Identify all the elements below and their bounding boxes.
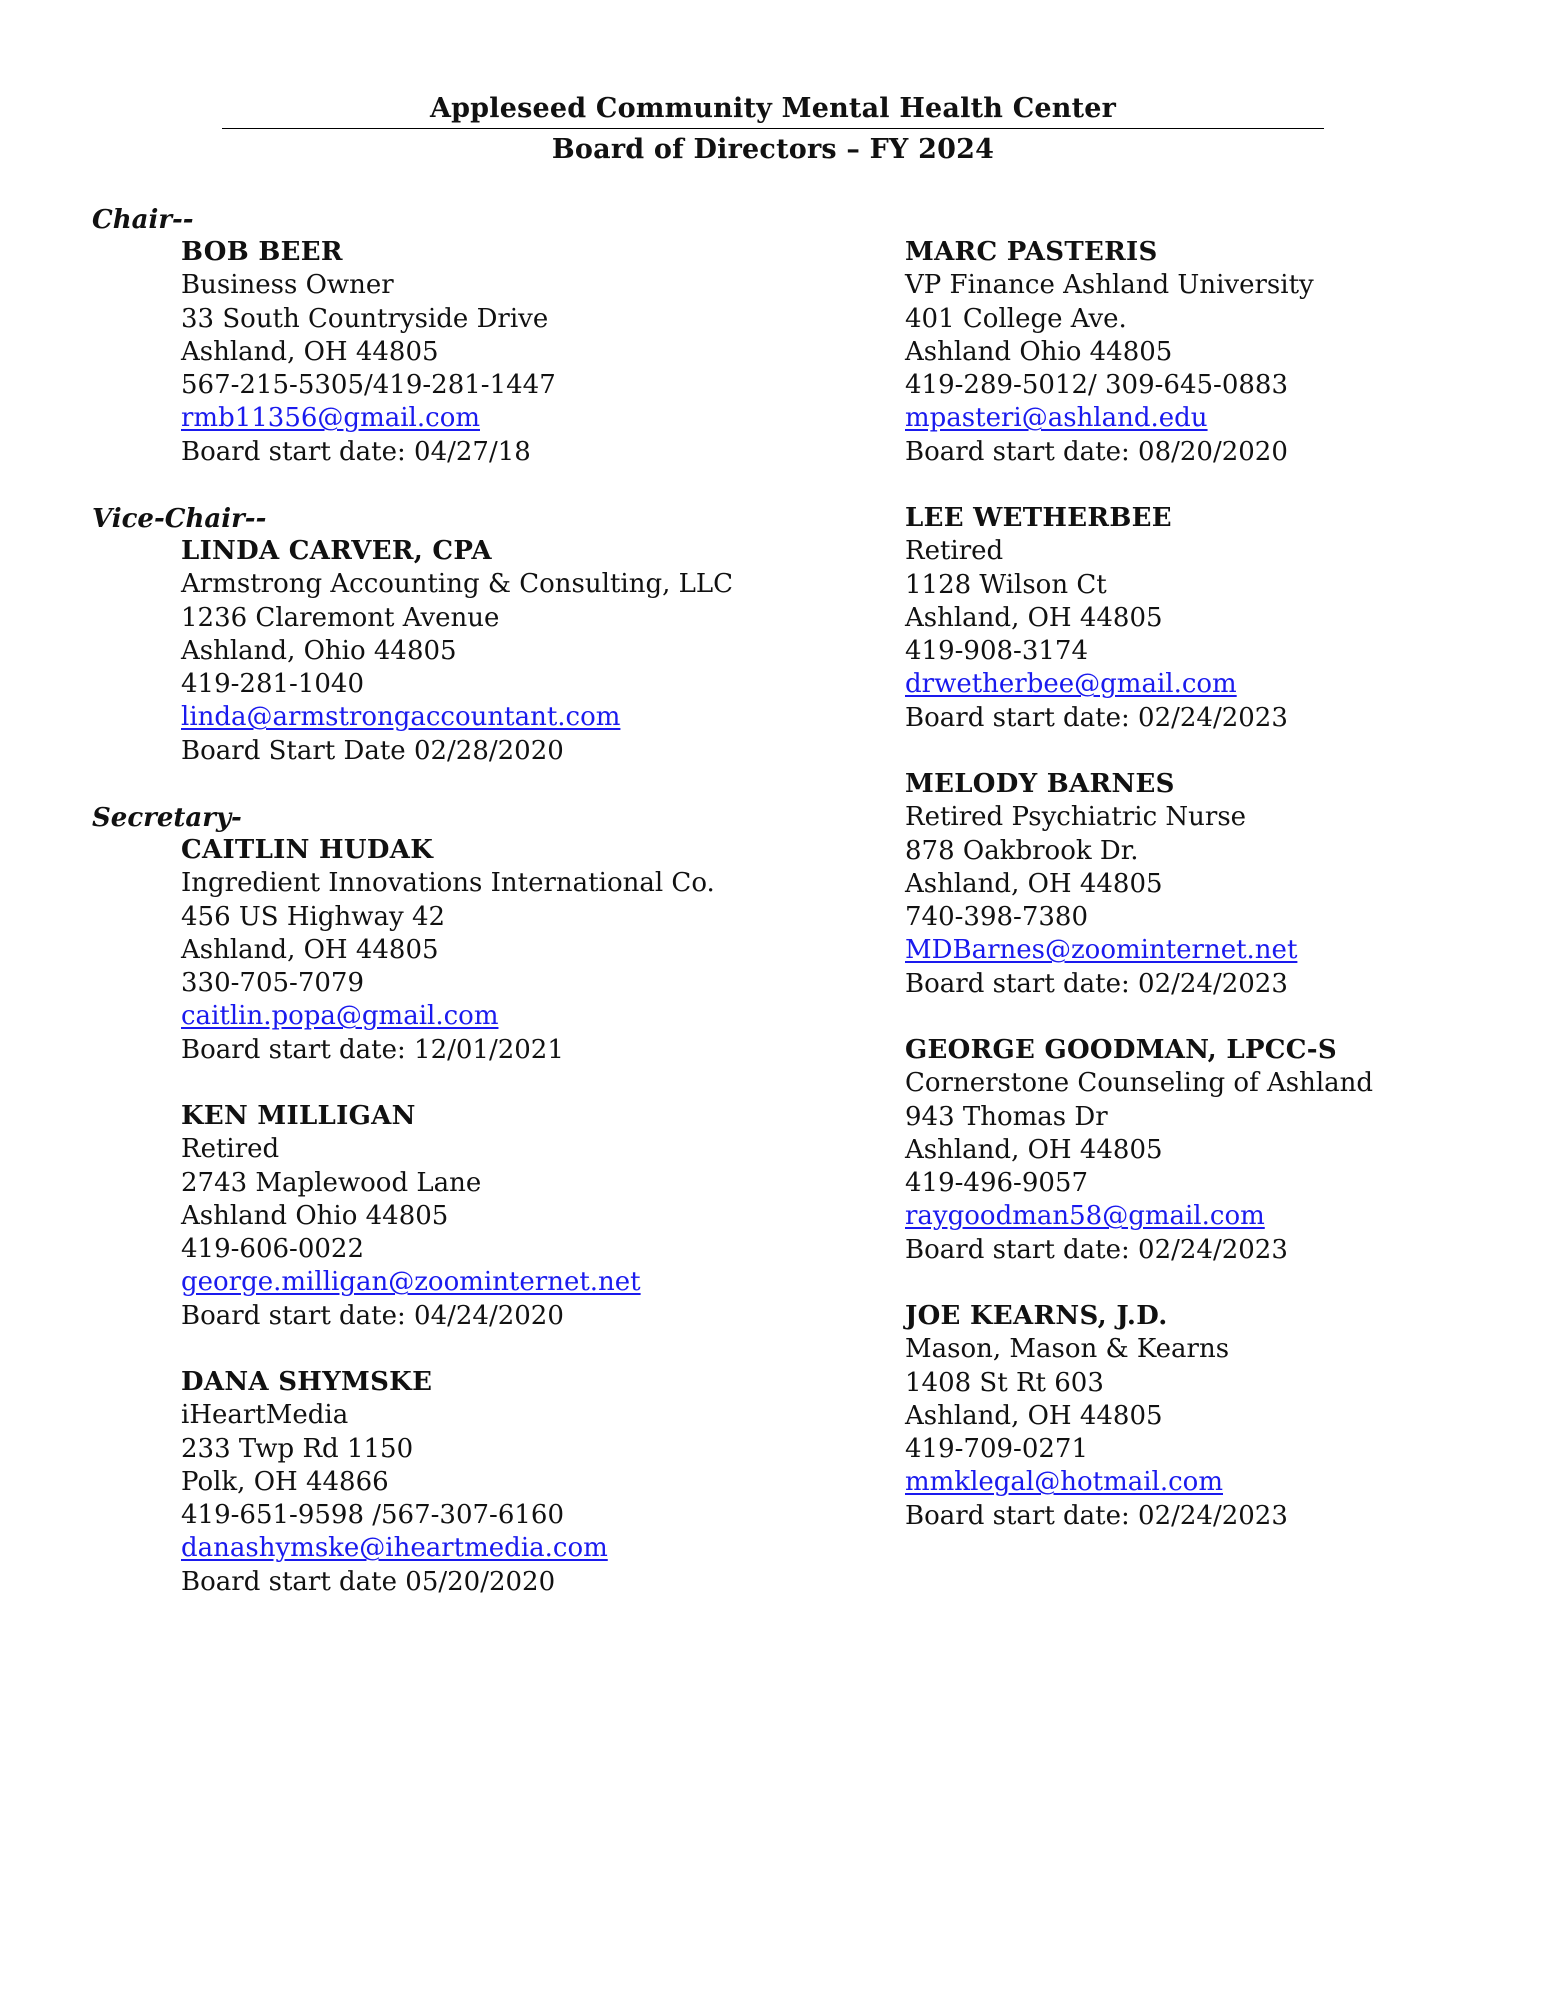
member-city: Ashland, OH 44805 — [905, 602, 1163, 633]
member-phone: 419-289-5012/ 309-645-0883 — [905, 370, 1289, 401]
role-label-secretary: Secretary- — [92, 803, 242, 833]
board-member — [181, 236, 556, 469]
member-email-link[interactable]: linda@armstrongaccountant.com — [181, 702, 621, 733]
board-member — [181, 1100, 641, 1333]
board-member — [905, 768, 1297, 1001]
member-start-date: Board start date 05/20/2020 — [181, 1566, 556, 1597]
member-street: 943 Thomas Dr — [905, 1101, 1108, 1132]
member-name: MARC PASTERIS — [905, 237, 1158, 267]
member-email-link[interactable]: mpasteri@ashland.edu — [905, 403, 1208, 434]
member-affiliation: Retired Psychiatric Nurse — [905, 802, 1247, 833]
member-affiliation: Retired — [905, 536, 1004, 567]
member-name: LINDA CARVER, CPA — [181, 536, 492, 566]
member-name: LEE WETHERBEE — [905, 503, 1172, 533]
member-email-link[interactable]: drwetherbee@gmail.com — [905, 669, 1237, 700]
member-city: Ashland, OH 44805 — [181, 336, 439, 367]
member-start-date: Board start date: 04/27/18 — [181, 436, 531, 467]
member-phone: 419-606-0022 — [181, 1234, 364, 1265]
member-city: Ashland, OH 44805 — [905, 1400, 1163, 1431]
member-street: 33 South Countryside Drive — [181, 303, 549, 334]
member-email-link[interactable]: george.milligan@zoominternet.net — [181, 1267, 641, 1298]
board-member — [905, 1034, 1373, 1267]
member-start-date: Board start date: 02/24/2023 — [905, 1500, 1288, 1531]
member-email-link[interactable]: mmklegal@hotmail.com — [905, 1467, 1223, 1498]
member-affiliation: Ingredient Innovations International Co. — [181, 868, 715, 899]
role-label-chair: Chair-- — [92, 205, 194, 235]
member-street: 878 Oakbrook Dr. — [905, 835, 1139, 866]
member-affiliation: Cornerstone Counseling of Ashland — [905, 1068, 1374, 1099]
member-affiliation: iHeartMedia — [181, 1400, 349, 1431]
member-phone: 567-215-5305/419-281-1447 — [181, 370, 556, 401]
board-member — [905, 236, 1314, 469]
member-city: Ashland Ohio 44805 — [181, 1200, 449, 1231]
member-start-date: Board Start Date 02/28/2020 — [181, 735, 564, 766]
member-email-link[interactable]: rmb11356@gmail.com — [181, 403, 480, 434]
member-phone: 419-709-0271 — [905, 1434, 1088, 1465]
member-start-date: Board start date: 02/24/2023 — [905, 702, 1288, 733]
member-street: 401 College Ave. — [905, 303, 1127, 334]
member-phone: 419-281-1040 — [181, 669, 364, 700]
member-name: BOB BEER — [181, 237, 343, 267]
member-phone: 419-496-9057 — [905, 1168, 1088, 1199]
member-start-date: Board start date: 02/24/2023 — [905, 968, 1288, 999]
member-start-date: Board start date: 04/24/2020 — [181, 1300, 564, 1331]
member-phone: 330-705-7079 — [181, 968, 364, 999]
member-city: Ashland, OH 44805 — [181, 934, 439, 965]
member-email-link[interactable]: danashymske@iheartmedia.com — [181, 1533, 608, 1564]
member-name: KEN MILLIGAN — [181, 1101, 416, 1131]
member-affiliation: Business Owner — [181, 270, 394, 301]
member-affiliation: Armstrong Accounting & Consulting, LLC — [181, 569, 734, 600]
member-street: 1408 St Rt 603 — [905, 1367, 1104, 1398]
member-phone: 740-398-7380 — [905, 902, 1088, 933]
member-city: Ashland, OH 44805 — [905, 868, 1163, 899]
member-start-date: Board start date: 08/20/2020 — [905, 436, 1288, 467]
member-street: 2743 Maplewood Lane — [181, 1167, 482, 1198]
board-member — [905, 1300, 1288, 1533]
member-affiliation: VP Finance Ashland University — [905, 270, 1314, 301]
board-member — [181, 1366, 608, 1599]
member-name: GEORGE GOODMAN, LPCC-S — [905, 1035, 1337, 1065]
member-email-link[interactable]: raygoodman58@gmail.com — [905, 1201, 1265, 1232]
member-affiliation: Mason, Mason & Kearns — [905, 1334, 1230, 1365]
member-phone: 419-908-3174 — [905, 636, 1088, 667]
member-street: 1128 Wilson Ct — [905, 569, 1107, 600]
member-street: 456 US Highway 42 — [181, 901, 446, 932]
member-affiliation: Retired — [181, 1134, 280, 1165]
board-member — [181, 535, 733, 768]
board-subtitle: Board of Directors – FY 2024 — [551, 134, 995, 165]
member-name: MELODY BARNES — [905, 769, 1175, 799]
member-city: Ashland, Ohio 44805 — [181, 635, 457, 666]
member-name: CAITLIN HUDAK — [181, 835, 434, 865]
member-name: DANA SHYMSKE — [181, 1367, 433, 1397]
member-city: Polk, OH 44866 — [181, 1466, 389, 1497]
member-start-date: Board start date: 12/01/2021 — [181, 1034, 564, 1065]
member-city: Ashland Ohio 44805 — [905, 336, 1173, 367]
board-member — [905, 502, 1288, 735]
member-phone: 419-651-9598 /567-307-6160 — [181, 1500, 565, 1531]
member-name: JOE KEARNS, J.D. — [905, 1301, 1168, 1331]
member-street: 233 Twp Rd 1150 — [181, 1433, 414, 1464]
organization-title: Appleseed Community Mental Health Center — [222, 90, 1324, 129]
member-street: 1236 Claremont Avenue — [181, 602, 500, 633]
member-start-date: Board start date: 02/24/2023 — [905, 1234, 1288, 1265]
role-label-vice-chair: Vice-Chair-- — [92, 504, 267, 534]
member-city: Ashland, OH 44805 — [905, 1134, 1163, 1165]
member-email-link[interactable]: MDBarnes@zoominternet.net — [905, 935, 1298, 966]
board-member — [181, 834, 715, 1067]
document-header — [222, 90, 1324, 169]
member-email-link[interactable]: caitlin.popa@gmail.com — [181, 1001, 499, 1032]
